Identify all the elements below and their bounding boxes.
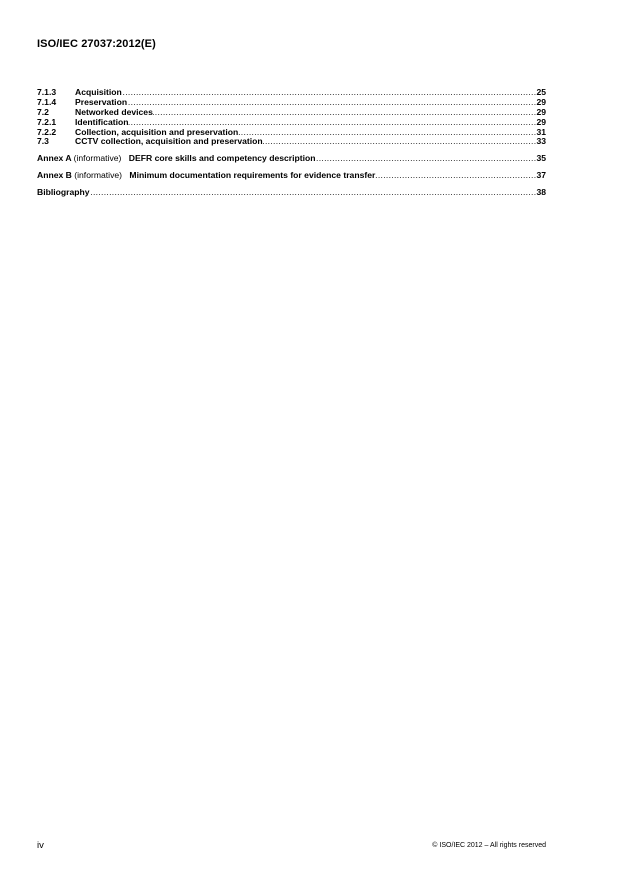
dot-leader	[375, 169, 536, 181]
toc-entry-page: 25	[536, 87, 546, 97]
toc-entry-number: 7.2.1	[37, 116, 57, 127]
table-of-contents	[37, 88, 546, 198]
toc-entry-title: Collection, acquisition and preservation	[75, 126, 239, 137]
toc-entry-page: 35	[536, 153, 546, 164]
dot-leader	[263, 137, 537, 147]
toc-entry-page: 29	[536, 106, 546, 117]
toc-entry-page: 31	[536, 126, 546, 137]
document-header-title: ISO/IEC 27037:2012(E)	[37, 38, 156, 50]
toc-entry-number: 7.2	[37, 106, 49, 117]
dot-leader	[316, 152, 537, 164]
dot-leader	[127, 98, 536, 108]
toc-entry-title: CCTV collection, acquisition and preservation	[75, 136, 263, 147]
toc-entry-page: 37	[536, 170, 546, 181]
toc-entry-annex-a[interactable]	[37, 152, 546, 164]
copyright-notice: © ISO/IEC 2012 – All rights reserved	[432, 842, 546, 849]
toc-entry-number: 7.1.3	[37, 87, 57, 97]
annex-type: (informative)	[73, 153, 122, 164]
toc-entry-title: Preservation	[75, 96, 128, 107]
toc-entry-title: Bibliography	[37, 187, 90, 198]
toc-entry-page: 29	[536, 116, 546, 127]
toc-annex-heading	[37, 169, 375, 181]
toc-entry-page: 33	[536, 136, 546, 147]
toc-entry-page: 29	[536, 96, 546, 107]
toc-entry-annex-b[interactable]	[37, 169, 546, 181]
annex-type: (informative)	[74, 170, 123, 181]
annex-title: Minimum documentation requirements for evidence transfer	[129, 170, 376, 181]
toc-entry-page: 38	[536, 187, 546, 198]
annex-label: Annex A	[37, 153, 72, 164]
dot-leader	[90, 186, 537, 198]
toc-entry-number: 7.3	[37, 136, 49, 147]
dot-leader	[122, 88, 537, 98]
toc-entry-title: Identification	[75, 116, 129, 127]
toc-entry-number: 7.1.4	[37, 96, 57, 107]
annex-label: Annex B	[37, 170, 72, 181]
toc-entry-bibliography[interactable]	[37, 186, 546, 198]
toc-entry-title: Networked devices	[75, 106, 153, 117]
dot-leader	[238, 128, 536, 138]
annex-title: DEFR core skills and competency description	[128, 153, 316, 164]
page-number: iv	[37, 840, 44, 851]
toc-entry-title: Acquisition	[75, 87, 122, 97]
toc-annex-heading	[37, 152, 316, 164]
toc-entry-number: 7.2.2	[37, 126, 57, 137]
dot-leader	[153, 108, 537, 118]
toc-entry-7-3[interactable]	[37, 137, 546, 147]
